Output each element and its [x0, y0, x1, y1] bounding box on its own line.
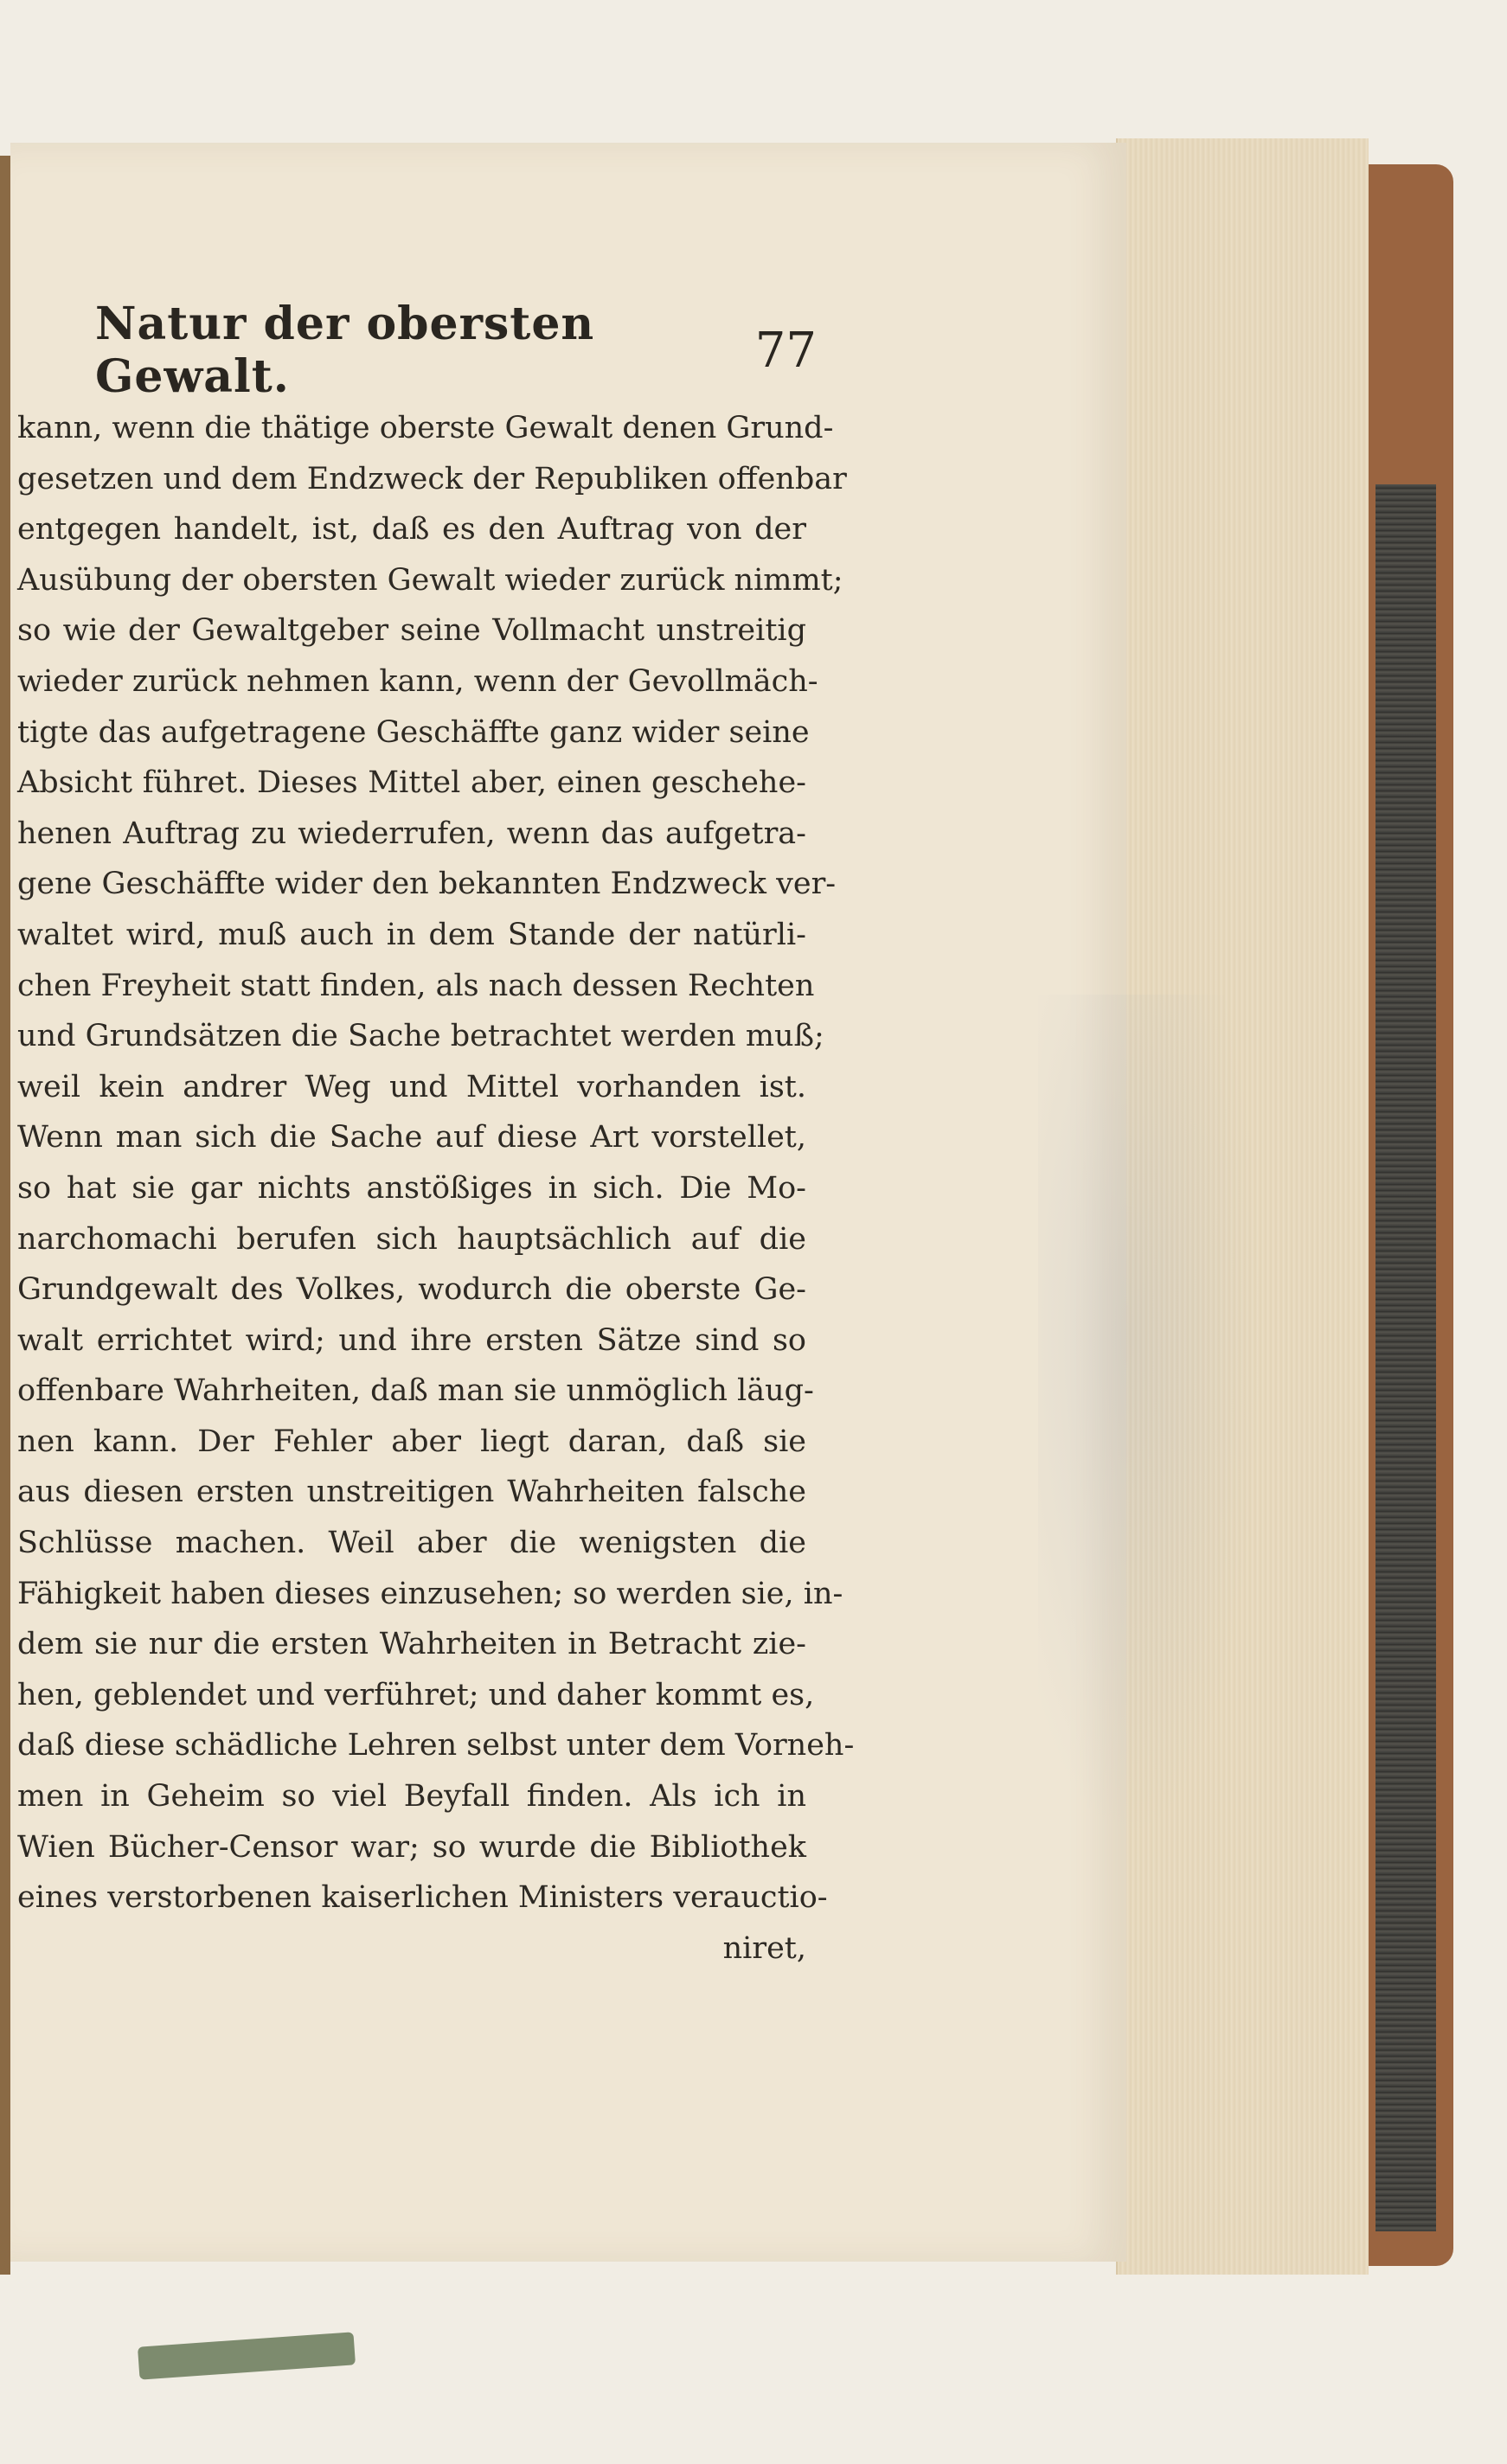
text-line: walt errichtet wird; und ihre ersten Sätze sind so [17, 1322, 806, 1358]
text-line: narchomachi berufen sich hauptsächlich auf die [17, 1221, 806, 1257]
marbled-endpaper-showthrough [1038, 995, 1263, 1842]
text-line: offenbare Wahrheiten, daß man sie unmöglich läug- [17, 1373, 814, 1409]
text-line: waltet wird, muß auch in dem Stande der natürli- [17, 917, 806, 952]
text-line: Fähigkeit haben dieses einzusehen; so werden sie, in- [17, 1576, 843, 1611]
text-line: tigte das aufgetragene Geschäffte ganz wider seine [17, 714, 810, 750]
text-line: dem sie nur die ersten Wahrheiten in Betracht zie- [17, 1627, 806, 1662]
text-line: Wien Bücher-Censor war; so wurde die Bibliothek [17, 1829, 806, 1865]
text-line: men in Geheim so viel Beyfall finden. Als ich in [17, 1779, 806, 1814]
page-body-text [17, 403, 855, 1974]
page-number: 77 [754, 322, 817, 379]
running-head-title: Natur der obersten Gewalt. [95, 298, 595, 403]
bookmark-ribbon [138, 2332, 356, 2379]
text-line: kann, wenn die thätige oberste Gewalt denen Grund- [17, 411, 834, 445]
text-line: Schlüsse machen. Weil aber die wenigsten die [17, 1526, 806, 1561]
text-line: Ausübung der obersten Gewalt wieder zurück nimmt; [17, 562, 843, 598]
text-line: gesetzen und dem Endzweck der Republiken offenbar [17, 461, 847, 496]
text-line: und Grundsätzen die Sache betrachtet werden muß; [17, 1019, 824, 1054]
text-line: daß diese schädliche Lehren selbst unter dem Vorneh- [17, 1728, 855, 1763]
text-line: weil kein andrer Weg und Mittel vorhanden ist. [17, 1069, 806, 1104]
text-line: Grundgewalt des Volkes, wodurch die oberste Ge- [17, 1272, 806, 1308]
text-line: gene Geschäffte wider den bekannten Endzweck ver- [17, 867, 837, 902]
text-line: so hat sie gar nichts anstößiges in sich. Die Mo- [17, 1170, 806, 1206]
text-line: hen, geblendet und verführet; und daher kommt es, [17, 1677, 815, 1712]
facing-page-edge [0, 156, 10, 2275]
text-line: niret, [722, 1930, 806, 1966]
text-line: entgegen handelt, ist, daß es den Auftrag von der [17, 512, 806, 547]
text-line: eines verstorbenen kaiserlichen Ministers verauctio- [17, 1880, 828, 1916]
text-line: wieder zurück nehmen kann, wenn der Gevollmäch- [17, 663, 818, 699]
text-line: chen Freyheit statt finden, als nach dessen Rechten [17, 968, 815, 1003]
text-line: nen kann. Der Fehler aber liegt daran, daß sie [17, 1424, 806, 1459]
text-line: aus diesen ersten unstreitigen Wahrheiten falsche [17, 1475, 806, 1510]
text-line: so wie der Gewaltgeber seine Vollmacht unstreitig [17, 613, 806, 649]
text-line: henen Auftrag zu wiederrufen, wenn das aufgetra- [17, 816, 806, 851]
text-line: Wenn man sich die Sache auf diese Art vorstellet, [17, 1120, 806, 1155]
text-line: Absicht führet. Dieses Mittel aber, einen geschehe- [17, 765, 806, 801]
running-header [95, 298, 822, 403]
cover-texture [1376, 484, 1436, 2231]
